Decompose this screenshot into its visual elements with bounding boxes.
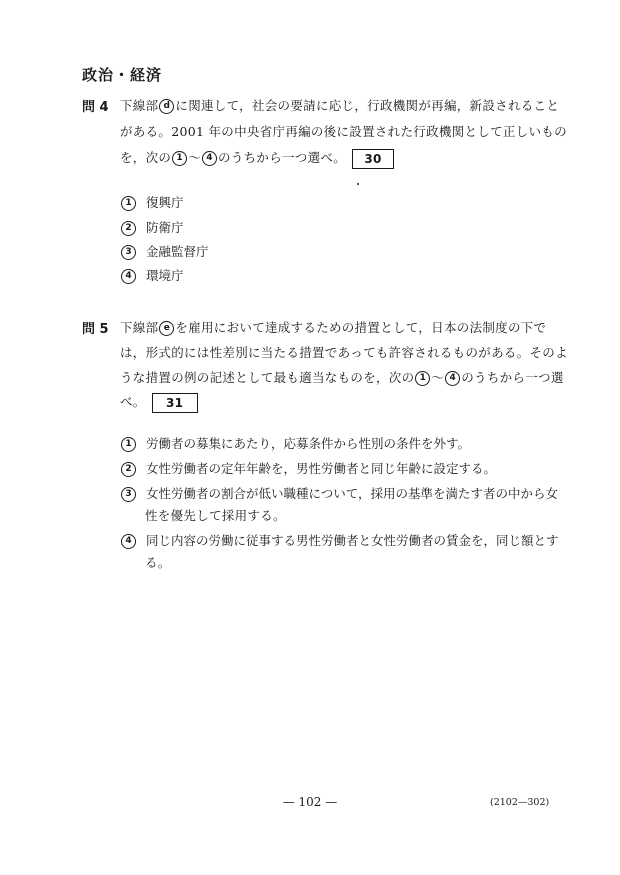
q5-option-3-continuation: 性を優先して採用する。 <box>145 508 286 523</box>
q5-option-2-text: 女性労働者の定年年齢を，男性労働者と同じ年齢に設定する。 <box>146 461 497 476</box>
q5-option-3-text: 女性労働者の割合が低い職種について，採用の基準を満たす者の中から女 <box>146 486 559 501</box>
question-5-line-1 <box>120 318 546 336</box>
q4-option-3-marker: 3 <box>121 245 136 260</box>
q5-option-4-marker: 4 <box>121 534 136 549</box>
question-4-line-3 <box>120 148 394 169</box>
q4-underline-ref-marker: d <box>159 99 174 114</box>
q4-line1-prefix: 下線部 <box>120 98 159 113</box>
scan-speck <box>357 183 359 185</box>
q5-option-2[interactable] <box>120 459 496 477</box>
q4-option-4-marker: 4 <box>121 269 136 284</box>
q5-option-1-text: 労働者の募集にあたり，応募条件から性別の条件を外す。 <box>146 436 471 451</box>
q4-line3-prefix: を，次の <box>120 150 172 165</box>
q4-option-4[interactable] <box>120 266 184 284</box>
q4-option-2[interactable] <box>120 218 184 236</box>
q5-option-1-marker: 1 <box>121 437 136 452</box>
q4-option-2-text: 防衛庁 <box>146 220 184 235</box>
q5-line4-text: べ。 <box>120 394 146 409</box>
q5-line3-prefix: うな措置の例の記述として最も適当なものを，次の <box>120 370 415 385</box>
q4-range-end-marker: 4 <box>202 151 217 166</box>
q5-line1-prefix: 下線部 <box>120 320 159 335</box>
q4-range-start-marker: 1 <box>172 151 187 166</box>
q4-option-2-marker: 2 <box>121 221 136 236</box>
q4-line3-suffix: のうちから一つ選べ。 <box>218 150 347 165</box>
q5-range-sep: ～ <box>431 370 445 385</box>
q4-range-sep: ～ <box>188 150 202 165</box>
q4-option-1[interactable] <box>120 193 184 211</box>
question-5-line-4 <box>120 392 198 413</box>
q5-underline-ref-marker: e <box>159 321 174 336</box>
q5-range-start-marker: 1 <box>415 371 430 386</box>
q4-option-3[interactable] <box>120 242 209 260</box>
question-4-line-1 <box>120 96 559 114</box>
question-4-line-2: がある。2001 年の中央省庁再編の後に設置された行政機関として正しいもの <box>120 124 567 139</box>
q5-option-4[interactable] <box>120 531 559 549</box>
q4-line1-suffix: に関連して，社会の要請に応じ，行政機関が再編，新設されること <box>175 98 560 113</box>
q5-range-end-marker: 4 <box>445 371 460 386</box>
q5-option-4-text: 同じ内容の労働に従事する男性労働者と女性労働者の賃金を，同じ額とす <box>146 533 559 548</box>
page-number: — 102 — <box>282 795 338 809</box>
question-5-line-2: は，形式的には性差別に当たる措置であっても許容されるものがある。そのよ <box>120 345 568 360</box>
q4-option-1-text: 復興庁 <box>146 195 184 210</box>
q5-option-3-marker: 3 <box>121 487 136 502</box>
q5-option-1[interactable] <box>120 434 470 452</box>
q5-option-3[interactable] <box>120 484 558 502</box>
q4-option-4-text: 環境庁 <box>146 268 184 283</box>
q5-option-4-continuation: る。 <box>145 555 171 570</box>
exam-code: (2102—302) <box>490 797 550 808</box>
answer-box-31[interactable]: 31 <box>152 393 198 413</box>
q4-option-3-text: 金融監督庁 <box>146 244 209 259</box>
question-5-line-3 <box>120 368 564 386</box>
q5-option-2-marker: 2 <box>121 462 136 477</box>
q4-option-1-marker: 1 <box>121 196 136 211</box>
question-4-label: 問 4 <box>82 100 109 115</box>
section-title: 政治・経済 <box>82 66 163 84</box>
question-5-label: 問 5 <box>82 322 109 337</box>
q5-line1-suffix: を雇用において達成するための措置として，日本の法制度の下で <box>175 320 547 335</box>
q5-line3-suffix: のうちから一つ選 <box>461 370 564 385</box>
answer-box-30[interactable]: 30 <box>352 149 394 169</box>
